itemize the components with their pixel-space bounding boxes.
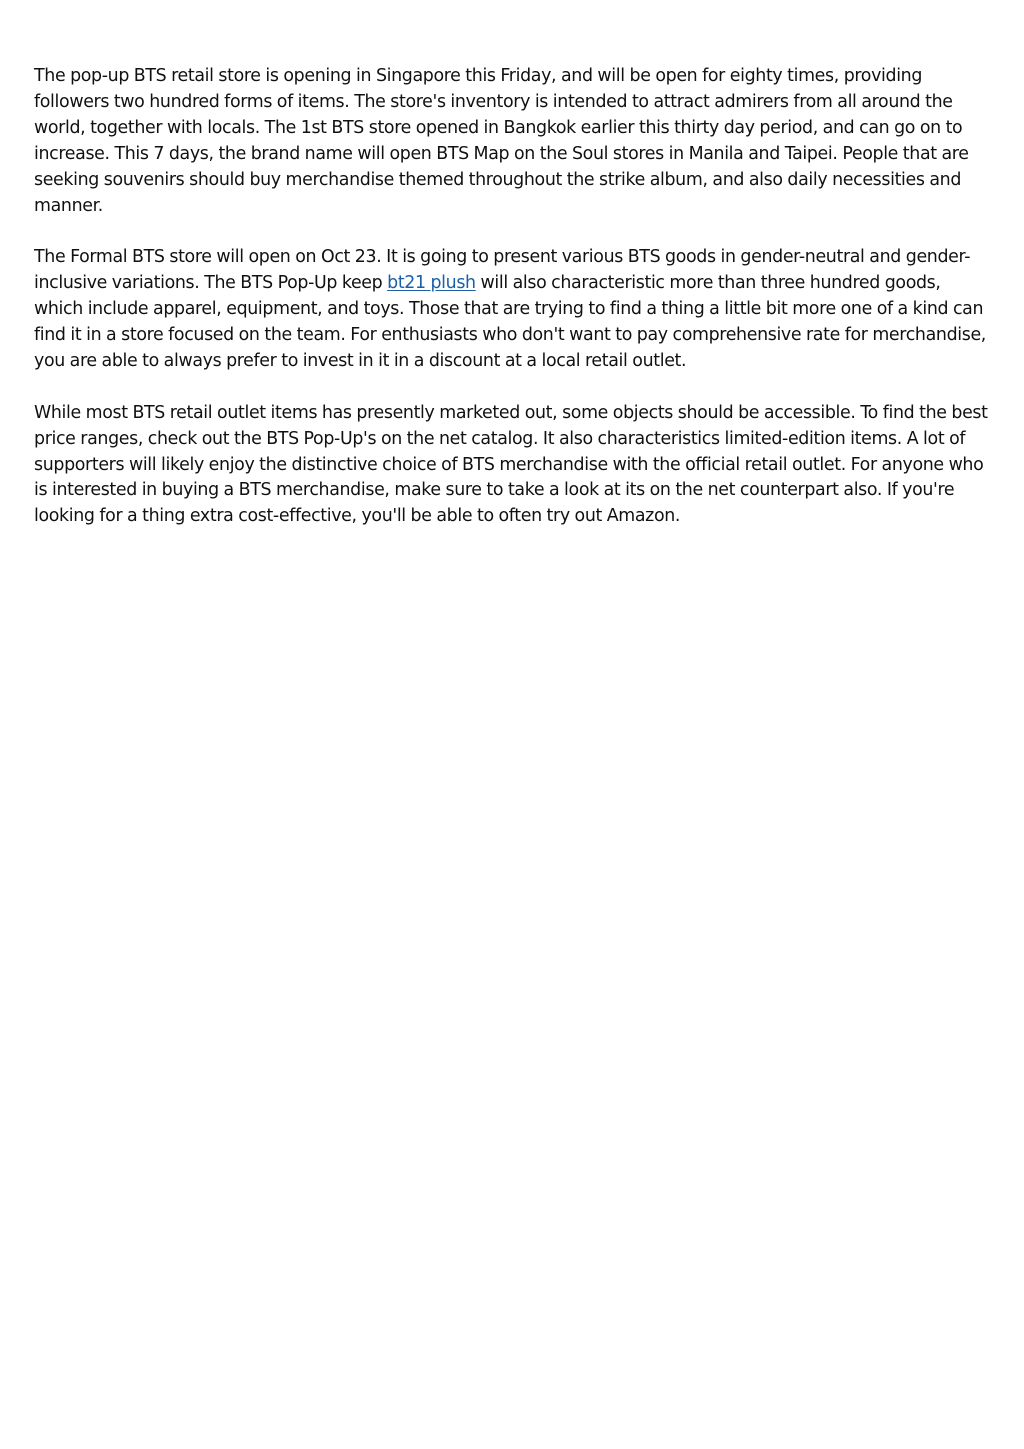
bt21-plush-link[interactable]: bt21 plush [387, 273, 476, 294]
paragraph-1: The pop-up BTS retail store is opening in Singapore this Friday, and will be open for eighty times, providing followers two hundred forms of items. The store's inventory is intended to attract admirers from all around the world, together with locals. The 1st BTS store opened in Bangkok earlier this thirty day period, and can go on to increase. This 7 days, the brand name will open BTS Map on the Soul stores in Manila and Taipei. People that are seeking souvenirs should buy merchandise themed throughout the strike album, and also daily necessities and manner. [34, 66, 969, 216]
paragraph-2-text-before-link: The Formal BTS store will open on Oct 23. It is going to present various BTS goods in gender-neutral and gender-inclusive variations. The BTS Pop-Up keep [34, 247, 971, 294]
paragraph-2 [34, 245, 990, 375]
paragraph-2-text-after-link: will also characteristic more than three hundred goods, which include apparel, equipment, and toys. Those that are trying to find a thing a little bit more one of a kind can find it in a store focused on the team. For enthusiasts who don't want to pay comprehensive rate for merchandise, you are able to always prefer to invest in it in a discount at a local retail outlet. [34, 273, 986, 371]
document-page [34, 64, 990, 530]
paragraph-3: While most BTS retail outlet items has presently marketed out, some objects should be accessible. To find the best price ranges, check out the BTS Pop-Up's on the net catalog. It also characteristics limited-edition items. A lot of supporters will likely enjoy the distinctive choice of BTS merchandise with the official retail outlet. For anyone who is interested in buying a BTS merchandise, make sure to take a look at its on the net counterpart also. If you're looking for a thing extra cost-effective, you'll be able to often try out Amazon. [34, 402, 988, 527]
